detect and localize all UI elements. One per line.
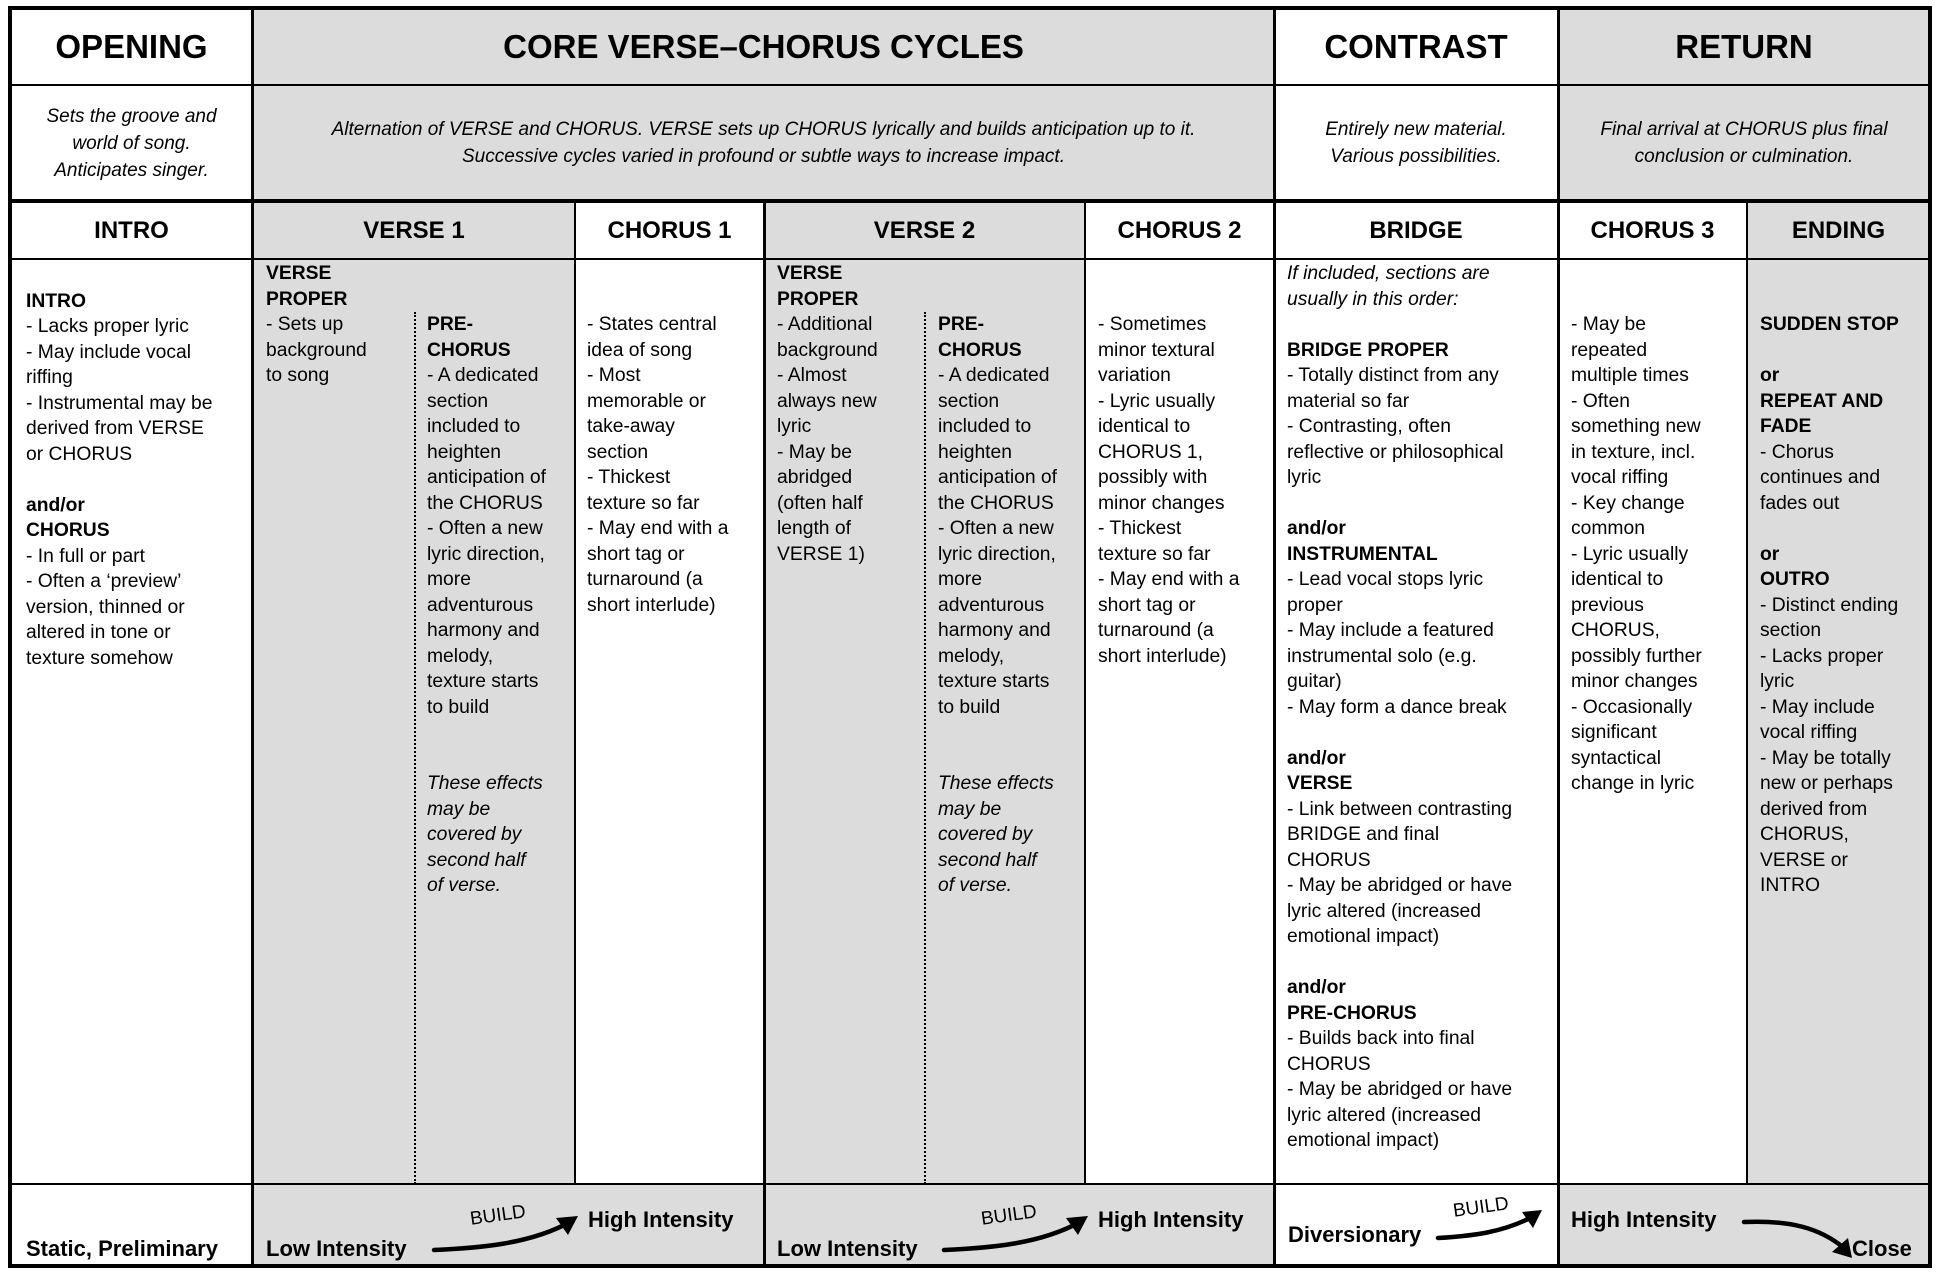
- section-chorus2: CHORUS 2: [1117, 217, 1242, 244]
- text-line: harmony and: [427, 620, 540, 641]
- text-line: - Link between contrasting: [1287, 798, 1513, 820]
- text-line: significant: [1571, 722, 1657, 743]
- text-line: [1287, 312, 1512, 338]
- intro-text: [26, 263, 212, 671]
- text-line: [1287, 491, 1512, 517]
- text-line: melody,: [427, 645, 494, 667]
- text-line: short tag or: [587, 543, 685, 565]
- text-line: take-away: [587, 416, 675, 437]
- text-line: - Totally distinct from any: [1287, 365, 1499, 386]
- text-line: - Lyric usually: [1571, 543, 1689, 565]
- text-line: OUTRO: [1760, 569, 1830, 590]
- description-line: Entirely new material.: [1325, 119, 1507, 140]
- text-line: included to: [427, 416, 521, 437]
- text-line: or CHORUS: [26, 443, 133, 465]
- text-line: texture so far: [1098, 543, 1211, 565]
- build-arrow-1: [430, 1210, 590, 1270]
- text-line: minor textural: [1098, 339, 1215, 361]
- build-arrow-2: [940, 1210, 1100, 1270]
- close-arrow: [1740, 1208, 1860, 1268]
- text-line: the CHORUS: [938, 492, 1054, 514]
- text-line: multiple times: [1571, 365, 1689, 386]
- text-line: length of: [777, 518, 851, 539]
- text-line: heighten: [427, 441, 501, 463]
- text-line: second half: [938, 849, 1037, 871]
- text-line: harmony and: [938, 620, 1051, 641]
- text-line: may be: [938, 798, 1002, 820]
- text-line: or: [1760, 365, 1780, 386]
- text-line: [26, 467, 212, 493]
- text-line: identical to: [1098, 416, 1191, 437]
- text-line: REPEAT AND: [1760, 390, 1884, 412]
- text-line: SUDDEN STOP: [1760, 314, 1899, 335]
- text-line: something new: [1571, 416, 1701, 437]
- section-intro: INTRO: [94, 217, 169, 244]
- text-line: - Often a ‘preview’: [26, 571, 182, 592]
- text-line: background: [777, 339, 878, 361]
- text-line: of verse.: [427, 875, 501, 896]
- text-line: - May end with a: [587, 518, 729, 539]
- text-line: lyric altered (increased: [1287, 1104, 1481, 1126]
- text-line: INTRO: [1760, 875, 1820, 896]
- text-line: included to: [938, 416, 1032, 437]
- text-line: texture somehow: [26, 647, 173, 669]
- text-line: repeated: [1571, 339, 1648, 361]
- verse2-chorus2-divider: [1084, 202, 1086, 1184]
- header-core: CORE VERSE–CHORUS CYCLES: [503, 28, 1024, 65]
- header-opening: OPENING: [55, 28, 208, 65]
- text-line: These effects: [938, 773, 1054, 794]
- text-line: possibly with: [1098, 467, 1208, 488]
- build-label-3: BUILD: [1451, 1193, 1511, 1222]
- text-line: and/or: [26, 494, 85, 516]
- text-line: - Key change: [1571, 492, 1685, 514]
- text-line: - May be: [1571, 314, 1647, 335]
- text-line: short interlude): [587, 594, 716, 616]
- text-line: VERSE: [1287, 773, 1353, 794]
- text-line: section: [587, 441, 649, 463]
- text-line: section: [938, 390, 1000, 412]
- text-line: - May be: [777, 441, 853, 463]
- text-line: CHORUS 1,: [1098, 441, 1203, 463]
- text-line: CHORUS,: [1571, 620, 1660, 641]
- text-line: section: [1760, 620, 1822, 641]
- text-line: BRIDGE and final: [1287, 824, 1440, 845]
- description-line: world of song.: [72, 132, 191, 154]
- text-line: emotional impact): [1287, 1130, 1440, 1151]
- description-line: Anticipates singer.: [54, 159, 209, 181]
- text-line: proper: [1287, 594, 1343, 616]
- chorus3-text: [1571, 312, 1702, 797]
- text-line: fades out: [1760, 492, 1840, 514]
- text-line: - May include a featured: [1287, 620, 1494, 641]
- text-line: to build: [427, 696, 490, 718]
- build-arrow-3: [1434, 1206, 1554, 1256]
- flow-high-intensity-2: High Intensity: [1098, 1207, 1244, 1232]
- text-line: - Lacks proper: [1760, 645, 1884, 667]
- description-return: [1558, 86, 1930, 200]
- text-line: - May include: [1760, 696, 1875, 718]
- text-line: CHORUS: [427, 339, 511, 361]
- text-line: (often half: [777, 492, 863, 514]
- chorus2-text: [1098, 312, 1239, 669]
- text-line: [1760, 338, 1899, 364]
- flow-low-intensity-2: Low Intensity: [777, 1236, 918, 1261]
- text-line: - Often: [1571, 390, 1630, 412]
- text-line: anticipation of: [427, 467, 546, 488]
- text-line: lyric direction,: [938, 543, 1056, 565]
- flow-close: Close: [1852, 1236, 1912, 1261]
- text-line: PRE-CHORUS: [1287, 1002, 1417, 1024]
- text-line: - May include vocal: [26, 341, 192, 363]
- text-line: - May be abridged or have: [1287, 1079, 1513, 1100]
- text-line: lyric: [777, 416, 812, 437]
- text-line: previous: [1571, 594, 1644, 616]
- text-line: adventurous: [427, 594, 534, 616]
- text-line: lyric: [1287, 467, 1322, 488]
- verse1-pre-chorus-text: [427, 312, 546, 899]
- text-line: INTRO: [26, 290, 86, 312]
- flow-high-intensity-3: High Intensity: [1571, 1207, 1717, 1232]
- section-verse2: VERSE 2: [873, 217, 976, 244]
- text-line: version, thinned or: [26, 596, 185, 618]
- text-line: - In full or part: [26, 545, 145, 567]
- text-line: more: [938, 569, 982, 590]
- text-line: - Additional: [777, 314, 873, 335]
- text-line: usually in this order:: [1287, 288, 1459, 310]
- text-line: altered in tone or: [26, 622, 171, 643]
- text-line: the CHORUS: [427, 492, 543, 514]
- text-line: change in lyric: [1571, 773, 1695, 794]
- text-line: VERSE 1): [777, 543, 865, 565]
- description-opening: [10, 86, 253, 200]
- text-line: - Distinct ending: [1760, 594, 1899, 616]
- text-line: syntactical: [1571, 747, 1662, 769]
- cycle-divider: [763, 202, 766, 1266]
- text-line: - May end with a: [1098, 569, 1240, 590]
- text-line: variation: [1098, 365, 1171, 386]
- text-line: FADE: [1760, 416, 1812, 437]
- text-line: material so far: [1287, 390, 1410, 412]
- text-line: [938, 746, 1057, 772]
- text-line: [427, 720, 546, 746]
- text-line: minor changes: [1098, 492, 1225, 514]
- text-line: and/or: [1287, 977, 1346, 998]
- text-line: PROPER: [266, 288, 348, 310]
- text-line: heighten: [938, 441, 1012, 463]
- text-line: emotional impact): [1287, 926, 1440, 947]
- text-line: possibly further: [1571, 645, 1702, 667]
- text-line: - A dedicated: [427, 365, 539, 386]
- build-label-2: BUILD: [979, 1201, 1039, 1230]
- text-line: reflective or philosophical: [1287, 441, 1504, 463]
- text-line: turnaround (a: [1098, 620, 1214, 641]
- text-line: idea of song: [587, 339, 693, 361]
- text-line: melody,: [938, 645, 1005, 667]
- text-line: - Chorus: [1760, 441, 1834, 463]
- text-line: CHORUS: [1287, 849, 1371, 871]
- text-line: These effects: [427, 773, 543, 794]
- text-line: texture starts: [938, 671, 1050, 692]
- text-line: BRIDGE PROPER: [1287, 339, 1449, 361]
- text-line: vocal riffing: [1760, 722, 1858, 743]
- text-line: - A dedicated: [938, 365, 1050, 386]
- verse2-proper-text: [777, 261, 878, 567]
- text-line: identical to: [1571, 569, 1664, 590]
- text-line: - Builds back into final: [1287, 1028, 1475, 1049]
- flow-divider: [10, 1183, 1930, 1185]
- verse1-pre-chorus-divider: [414, 312, 416, 1184]
- text-line: - Lyric usually: [1098, 390, 1216, 412]
- text-line: turnaround (a: [587, 569, 703, 590]
- text-line: PRE-: [938, 314, 985, 335]
- verse2-pre-chorus-divider: [924, 312, 926, 1184]
- text-line: and/or: [1287, 518, 1346, 539]
- text-line: - States central: [587, 314, 717, 335]
- text-line: - Instrumental may be: [26, 392, 213, 414]
- text-line: anticipation of: [938, 467, 1057, 488]
- text-line: and/or: [1287, 747, 1346, 769]
- chorus3-ending-divider: [1746, 202, 1748, 1184]
- text-line: VERSE: [266, 263, 332, 284]
- text-line: more: [427, 569, 471, 590]
- text-line: always new: [777, 390, 877, 412]
- text-line: CHORUS,: [1760, 824, 1849, 845]
- text-line: in texture, incl.: [1571, 441, 1696, 463]
- verse2-pre-chorus-text: [938, 312, 1057, 899]
- text-line: memorable or: [587, 390, 706, 412]
- text-line: may be: [427, 798, 491, 820]
- text-line: [427, 746, 546, 772]
- text-line: texture starts: [427, 671, 539, 692]
- text-line: - May be totally: [1760, 747, 1891, 769]
- text-line: lyric: [1760, 671, 1795, 692]
- text-line: to song: [266, 365, 330, 386]
- text-line: PRE-: [427, 314, 474, 335]
- verse1-proper-text: [266, 261, 367, 389]
- text-line: new or perhaps: [1760, 773, 1893, 794]
- text-line: CHORUS: [938, 339, 1022, 361]
- text-line: - May form a dance break: [1287, 696, 1507, 718]
- text-line: derived from VERSE: [26, 418, 204, 439]
- build-label-1: BUILD: [468, 1201, 528, 1230]
- text-line: - Contrasting, often: [1287, 416, 1451, 437]
- text-line: second half: [427, 849, 526, 871]
- bridge-text: [1287, 261, 1512, 1154]
- text-line: VERSE or: [1760, 849, 1848, 871]
- description-line: Various possibilities.: [1330, 146, 1502, 167]
- text-line: CHORUS: [1287, 1053, 1371, 1075]
- description-line: Alternation of VERSE and CHORUS. VERSE sets up CHORUS lyrically and builds anticipation up to it.: [331, 119, 1196, 140]
- text-line: section: [427, 390, 489, 412]
- text-line: - Lead vocal stops lyric: [1287, 569, 1484, 590]
- text-line: lyric direction,: [427, 543, 545, 565]
- text-line: vocal riffing: [1571, 467, 1669, 488]
- text-line: - Thickest: [587, 467, 671, 488]
- text-line: - Sets up: [266, 314, 344, 335]
- text-line: If included, sections are: [1287, 263, 1490, 284]
- flow-low-intensity-1: Low Intensity: [266, 1236, 407, 1261]
- flow-high-intensity-1: High Intensity: [588, 1207, 734, 1232]
- text-line: guitar): [1287, 671, 1342, 692]
- text-line: PROPER: [777, 288, 859, 310]
- description-contrast: [1274, 86, 1558, 200]
- text-line: adventurous: [938, 594, 1045, 616]
- text-line: [26, 263, 212, 289]
- text-line: - Most: [587, 365, 641, 386]
- text-line: [1760, 516, 1899, 542]
- section-chorus1: CHORUS 1: [607, 217, 732, 244]
- text-line: VERSE: [777, 263, 843, 284]
- description-line: conclusion or culmination.: [1634, 146, 1854, 167]
- text-line: background: [266, 339, 367, 361]
- description-line: Sets the groove and: [46, 105, 217, 127]
- text-line: INSTRUMENTAL: [1287, 543, 1438, 565]
- text-line: - Almost: [777, 365, 847, 386]
- description-line: Successive cycles varied in profound or subtle ways to increase impact.: [461, 146, 1065, 167]
- verse1-chorus1-divider: [574, 202, 576, 1184]
- text-line: - May be abridged or have: [1287, 875, 1513, 896]
- text-line: of verse.: [938, 875, 1012, 896]
- text-line: [938, 720, 1057, 746]
- text-line: - Sometimes: [1098, 314, 1207, 335]
- text-line: - Often a new: [427, 518, 543, 539]
- text-line: - Lacks proper lyric: [26, 316, 189, 337]
- flow-diversionary: Diversionary: [1288, 1222, 1422, 1247]
- text-line: to build: [938, 696, 1001, 718]
- text-line: - Thickest: [1098, 518, 1182, 539]
- text-line: common: [1571, 518, 1645, 539]
- text-line: abridged: [777, 467, 853, 488]
- text-line: lyric altered (increased: [1287, 900, 1481, 922]
- chorus1-text: [587, 312, 728, 618]
- text-line: texture so far: [587, 492, 700, 514]
- text-line: covered by: [938, 824, 1033, 845]
- text-line: - Often a new: [938, 518, 1054, 539]
- text-line: covered by: [427, 824, 522, 845]
- section-chorus3: CHORUS 3: [1590, 217, 1715, 244]
- section-bridge: BRIDGE: [1369, 217, 1463, 244]
- section-verse1: VERSE 1: [363, 217, 465, 244]
- text-line: instrumental solo (e.g.: [1287, 645, 1477, 667]
- text-line: short interlude): [1098, 645, 1227, 667]
- text-line: minor changes: [1571, 671, 1698, 692]
- ending-text: [1760, 312, 1899, 899]
- description-core: [253, 86, 1274, 200]
- header-contrast: CONTRAST: [1324, 28, 1508, 65]
- text-line: [1287, 950, 1512, 976]
- text-line: or: [1760, 543, 1780, 565]
- text-line: CHORUS: [26, 520, 110, 541]
- text-line: [1287, 720, 1512, 746]
- section-ending: ENDING: [1791, 217, 1886, 244]
- flow-static: Static, Preliminary: [26, 1236, 218, 1261]
- description-line: Final arrival at CHORUS plus final: [1600, 119, 1888, 140]
- text-line: continues and: [1760, 467, 1881, 488]
- text-line: derived from: [1760, 798, 1868, 820]
- header-return: RETURN: [1675, 28, 1813, 65]
- text-line: riffing: [26, 367, 73, 388]
- text-line: short tag or: [1098, 594, 1196, 616]
- text-line: - Occasionally: [1571, 696, 1693, 718]
